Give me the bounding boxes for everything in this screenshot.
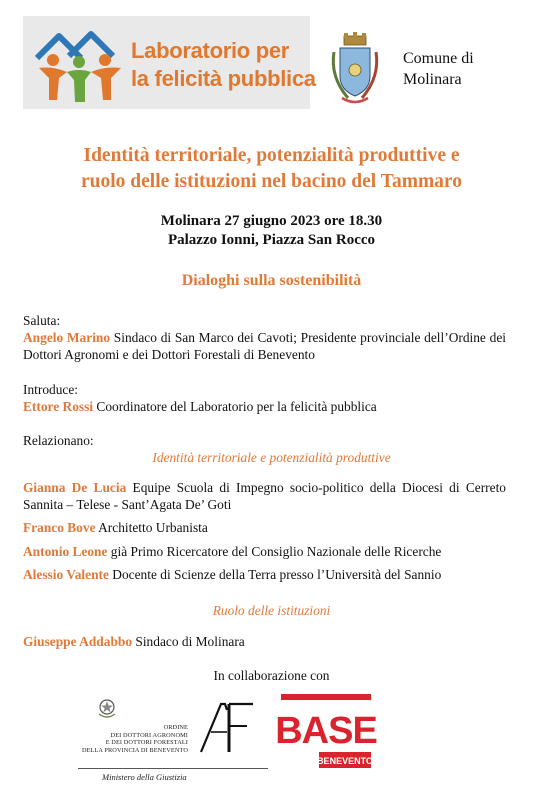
comune-name <box>403 48 474 90</box>
speaker-entry <box>23 633 506 650</box>
base-city: BENEVENTO <box>317 756 373 766</box>
ordine-line2: DEI DOTTORI AGRONOMI <box>110 731 188 739</box>
speaker-role: già Primo Ricercatore del Consiglio Nazionale delle Ricerche <box>107 544 442 559</box>
speaker-role: Architetto Urbanista <box>95 520 208 535</box>
speaker-role: Sindaco di Molinara <box>132 634 245 649</box>
ministero-text: Ministero della Giustizia <box>102 772 187 782</box>
event-title <box>0 143 543 195</box>
speaker-role: Sindaco di San Marco dei Cavoti; Presidente provinciale dell’Ordine dei Dottori Agronomi e dei Dottori Forestali di Benevento <box>23 330 506 362</box>
saluta-label: Saluta: <box>23 313 61 328</box>
af-monogram-icon <box>197 698 257 756</box>
ordine-line3: E DEI DOTTORI FORESTALI <box>105 739 188 746</box>
comune-line2: Molinara <box>403 71 462 88</box>
event-date: Molinara 27 giugno 2023 ore 18.30 <box>160 213 383 229</box>
introduce-entry <box>23 398 506 415</box>
speaker-entry <box>23 566 506 583</box>
italian-emblem-icon <box>96 696 118 720</box>
base-word: BASE <box>275 710 377 752</box>
saluta-entry <box>23 329 506 363</box>
speaker-name: Antonio Leone <box>23 544 108 559</box>
event-title-line2: ruolo delle istituzioni nel bacino del Tammaro <box>80 171 462 192</box>
speaker-role: Docente di Scienze della Terra presso l’Università del Sannio <box>108 567 442 582</box>
speaker-name: Ettore Rossi <box>23 399 94 414</box>
speaker-entry <box>23 519 506 536</box>
ordine-line4: DELLA PROVINCIA DI BENEVENTO <box>81 746 188 754</box>
laboratorio-logo <box>23 16 316 109</box>
speaker-role: Equipe Scuola di Impegno socio-politico della Diocesi di Cerreto Sannita – Telese - Sant’Agata De’ Goti <box>23 480 506 512</box>
logo-text-line2: la felicità pubblica <box>131 66 316 91</box>
event-venue: Palazzo Ionni, Piazza San Rocco <box>167 232 376 248</box>
section-title: Identità territoriale e potenzialità produttive <box>152 450 391 465</box>
speaker-name: Franco Bove <box>23 520 96 535</box>
event-subtitle: Dialoghi sulla sostenibilità <box>181 272 362 289</box>
introduce-label: Introduce: <box>23 382 79 397</box>
logo-text-line1: Laboratorio per <box>131 38 290 63</box>
speaker-entry <box>23 479 506 513</box>
speaker-name: Giuseppe Addabbo <box>23 634 133 649</box>
section-title: Ruolo delle istituzioni <box>212 603 331 618</box>
collaboration-label: In collaborazione con <box>213 668 330 683</box>
speaker-name: Angelo Marino <box>23 330 111 345</box>
speaker-name: Alessio Valente <box>23 567 109 582</box>
ordine-text <box>78 724 188 754</box>
ordine-agronomi-logo <box>78 690 268 800</box>
relazionano-label: Relazionano: <box>23 433 94 448</box>
event-title-line1: Identità territoriale, potenzialità produttive e <box>83 145 460 166</box>
ordine-divider <box>78 768 268 769</box>
comune-crest-icon <box>328 32 382 108</box>
people-house-icon <box>29 16 129 109</box>
speaker-role: Coordinatore del Laboratorio per la felicità pubblica <box>93 399 377 414</box>
comune-line1: Comune di <box>403 50 474 67</box>
ordine-line1: ORDINE <box>163 724 188 731</box>
speaker-name: Gianna De Lucia <box>23 480 127 495</box>
speaker-entry <box>23 543 506 560</box>
base-benevento-logo <box>275 694 377 774</box>
